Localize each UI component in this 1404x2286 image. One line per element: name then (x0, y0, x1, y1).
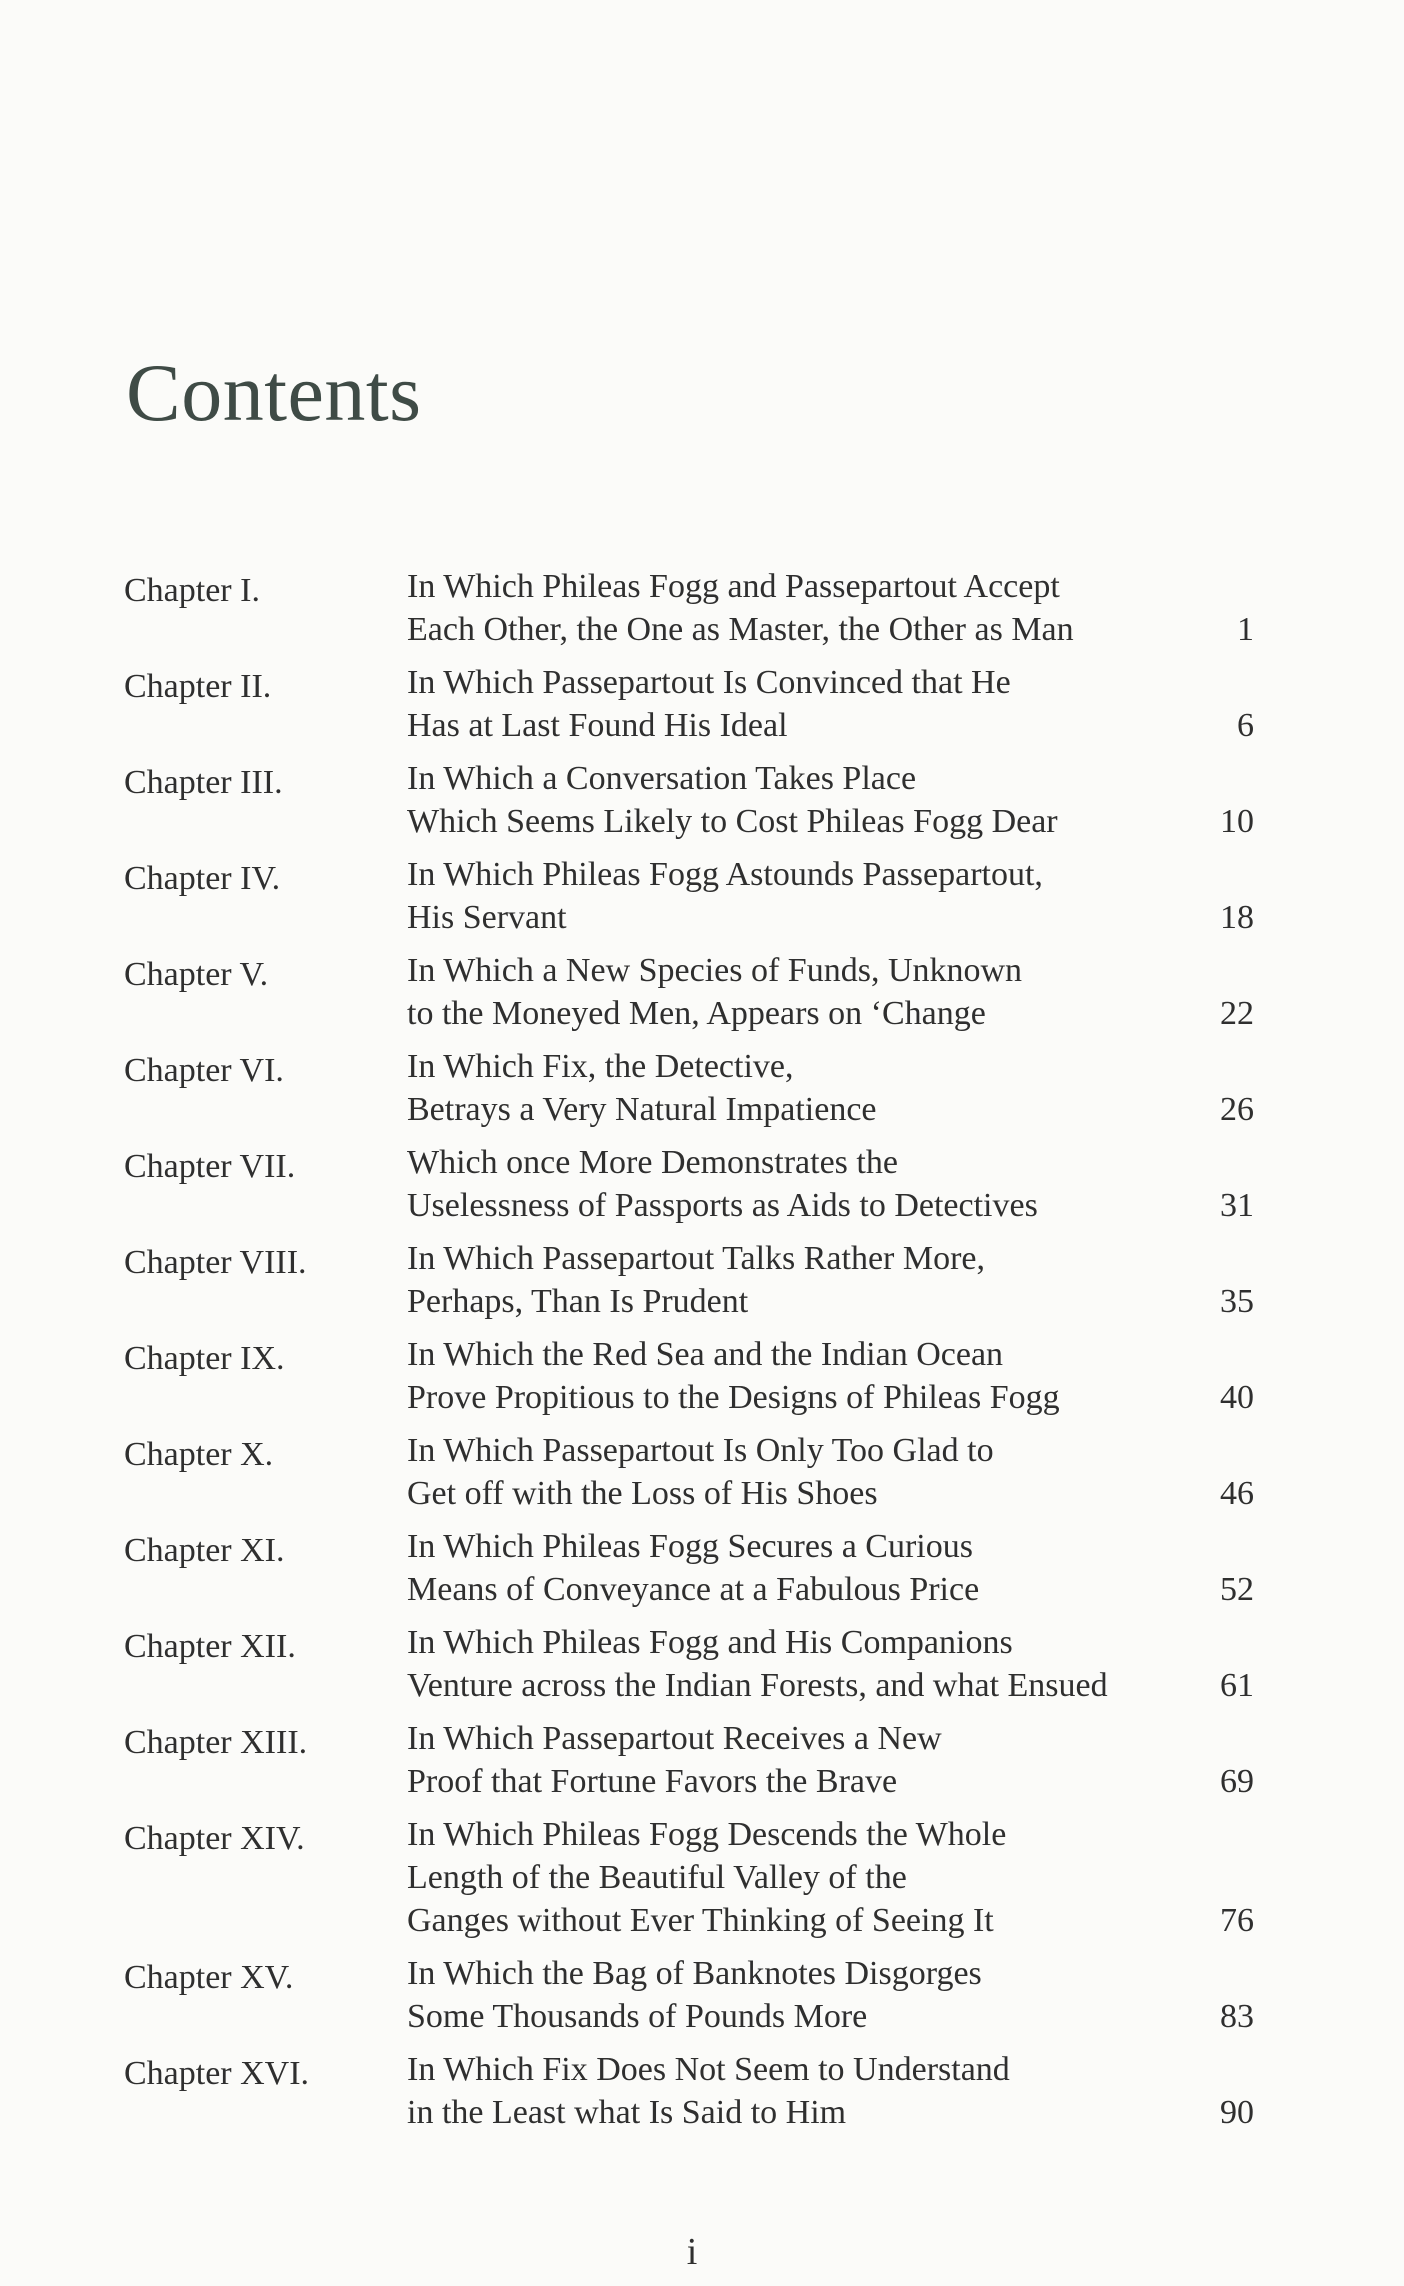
chapter-title-line: In Which a New Species of Funds, Unknown (407, 952, 1023, 989)
chapter-title-line: Betrays a Very Natural Impatience (407, 1091, 877, 1128)
chapter-page-number: 31 (1220, 1187, 1254, 1224)
toc-entry (124, 1429, 1254, 1515)
chapter-page-number: 40 (1220, 1379, 1254, 1416)
chapter-title-line: In Which Phileas Fogg Secures a Curious (407, 1528, 973, 1565)
chapter-title-line: Venture across the Indian Forests, and what Ensued (407, 1667, 1108, 1704)
toc-entry (124, 1237, 1254, 1323)
page-title: Contents (126, 347, 422, 438)
chapter-title-line: Some Thousands of Pounds More (407, 1998, 868, 2035)
chapter-page-number: 69 (1220, 1763, 1254, 1800)
chapter-title (407, 949, 1197, 1035)
chapter-title (407, 661, 1197, 747)
chapter-number: Chapter VII. (124, 1148, 296, 1185)
chapter-page-number: 61 (1220, 1667, 1254, 1704)
chapter-title-line: Perhaps, Than Is Prudent (407, 1283, 749, 1320)
chapter-title-line: In Which Fix Does Not Seem to Understand (407, 2051, 1010, 2088)
chapter-title (407, 1525, 1197, 1611)
chapter-title (407, 1717, 1197, 1803)
chapter-page-number: 1 (1237, 611, 1254, 648)
chapter-number: Chapter XIII. (124, 1724, 308, 1761)
chapter-page-number: 90 (1220, 2094, 1254, 2131)
chapter-title (407, 565, 1197, 651)
chapter-page-number: 26 (1220, 1091, 1254, 1128)
toc-entry (124, 1525, 1254, 1611)
toc-entry (124, 1621, 1254, 1707)
chapter-number: Chapter XI. (124, 1532, 285, 1569)
toc-entry (124, 565, 1254, 651)
chapter-title-line: In Which Passepartout Is Convinced that He (407, 664, 1011, 701)
chapter-number: Chapter II. (124, 668, 272, 705)
page-number-folio: i (686, 2231, 698, 2273)
chapter-page-number: 46 (1220, 1475, 1254, 1512)
chapter-title-line: In Which Phileas Fogg Astounds Passepartout, (407, 856, 1043, 893)
chapter-title-line: Proof that Fortune Favors the Brave (407, 1763, 898, 1800)
toc-entry (124, 1717, 1254, 1803)
chapter-number: Chapter XIV. (124, 1820, 305, 1857)
chapter-title-line: Prove Propitious to the Designs of Phileas Fogg (407, 1379, 1060, 1416)
chapter-title (407, 1621, 1197, 1707)
chapter-title-line: In Which the Red Sea and the Indian Ocean (407, 1336, 1004, 1373)
chapter-page-number: 35 (1220, 1283, 1254, 1320)
chapter-page-number: 76 (1220, 1902, 1254, 1939)
toc-entry (124, 757, 1254, 843)
chapter-number: Chapter XV. (124, 1959, 294, 1996)
chapter-title-line: In Which Fix, the Detective, (407, 1048, 794, 1085)
toc-entry (124, 1333, 1254, 1419)
chapter-title (407, 2048, 1197, 2134)
toc-entry (124, 661, 1254, 747)
chapter-title-line: Uselessness of Passports as Aids to Detectives (407, 1187, 1038, 1224)
chapter-number: Chapter VI. (124, 1052, 284, 1089)
chapter-page-number: 83 (1220, 1998, 1254, 2035)
chapter-title-line: Which Seems Likely to Cost Phileas Fogg Dear (407, 803, 1058, 840)
chapter-number: Chapter IV. (124, 860, 281, 897)
chapter-number: Chapter XVI. (124, 2055, 310, 2092)
chapter-title (407, 757, 1197, 843)
chapter-number: Chapter V. (124, 956, 269, 993)
chapter-title-line: Ganges without Ever Thinking of Seeing It (407, 1902, 994, 1939)
chapter-number: Chapter I. (124, 572, 260, 609)
chapter-title (407, 1813, 1197, 1942)
chapter-title-line: In Which Passepartout Is Only Too Glad to (407, 1432, 994, 1469)
chapter-page-number: 10 (1220, 803, 1254, 840)
chapter-title-line: Means of Conveyance at a Fabulous Price (407, 1571, 980, 1608)
toc-entry (124, 1952, 1254, 2038)
toc-entry (124, 1813, 1254, 1942)
chapter-number: Chapter VIII. (124, 1244, 307, 1281)
chapter-page-number: 18 (1220, 899, 1254, 936)
chapter-title-line: In Which Passepartout Talks Rather More, (407, 1240, 986, 1277)
toc-entry (124, 949, 1254, 1035)
chapter-title-line: in the Least what Is Said to Him (407, 2094, 847, 2131)
chapter-title (407, 1429, 1197, 1515)
chapter-title (407, 1237, 1197, 1323)
chapter-page-number: 6 (1237, 707, 1254, 744)
chapter-title (407, 1045, 1197, 1131)
chapter-title-line: In Which Passepartout Receives a New (407, 1720, 942, 1757)
toc-entry (124, 853, 1254, 939)
chapter-page-number: 52 (1220, 1571, 1254, 1608)
chapter-title-line: Get off with the Loss of His Shoes (407, 1475, 878, 1512)
toc-entry (124, 2048, 1254, 2134)
chapter-title-line: In Which a Conversation Takes Place (407, 760, 917, 797)
chapter-title-line: to the Moneyed Men, Appears on ‘Change (407, 995, 986, 1032)
chapter-number: Chapter X. (124, 1436, 274, 1473)
chapter-page-number: 22 (1220, 995, 1254, 1032)
chapter-title (407, 1333, 1197, 1419)
chapter-title-line: Which once More Demonstrates the (407, 1144, 898, 1181)
chapter-title (407, 853, 1197, 939)
chapter-title-line: Each Other, the One as Master, the Other as Man (407, 611, 1074, 648)
toc-entry (124, 1045, 1254, 1131)
toc-entry (124, 1141, 1254, 1227)
chapter-title (407, 1952, 1197, 2038)
chapter-title-line: In Which the Bag of Banknotes Disgorges (407, 1955, 982, 1992)
chapter-title-line: In Which Phileas Fogg and His Companions (407, 1624, 1013, 1661)
chapter-title-line: In Which Phileas Fogg Descends the Whole (407, 1816, 1007, 1853)
chapter-title-line: Length of the Beautiful Valley of the (407, 1859, 907, 1896)
chapter-number: Chapter IX. (124, 1340, 285, 1377)
chapter-number: Chapter XII. (124, 1628, 296, 1665)
chapter-title (407, 1141, 1197, 1227)
chapter-title-line: In Which Phileas Fogg and Passepartout Accept (407, 568, 1060, 605)
chapter-number: Chapter III. (124, 764, 283, 801)
chapter-title-line: Has at Last Found His Ideal (407, 707, 788, 744)
chapter-title-line: His Servant (407, 899, 567, 936)
